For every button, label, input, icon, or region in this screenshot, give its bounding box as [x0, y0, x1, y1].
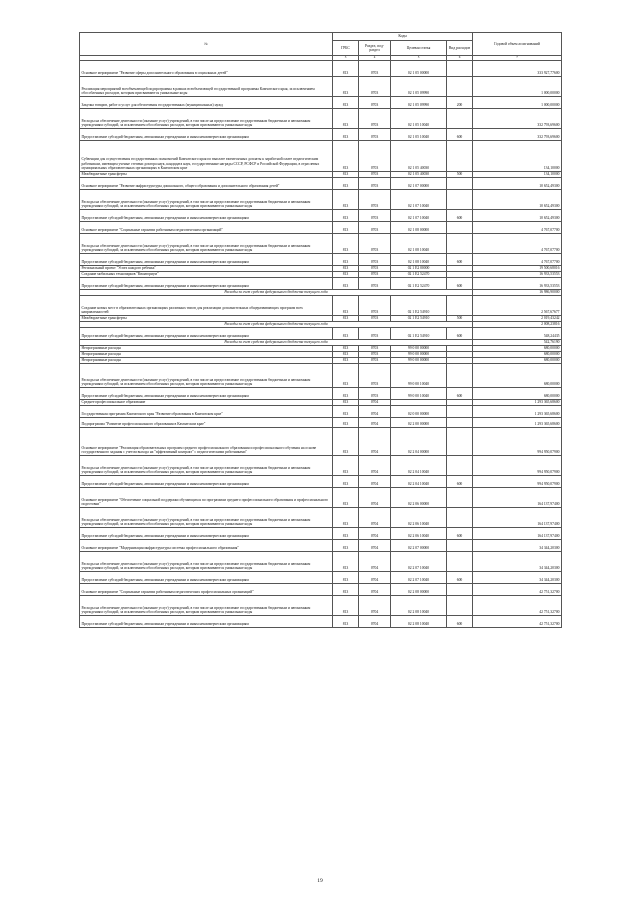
- target-article-cell: 99 0 00 00000: [391, 351, 447, 357]
- header-expense-type: Вид расходов: [447, 41, 473, 56]
- amount-cell: 680,00000: [473, 345, 562, 351]
- expense-type-cell: [447, 455, 473, 475]
- name-cell: Непрограммные расходы: [80, 345, 333, 351]
- name-cell: Основное мероприятие "Обеспечение социальной поддержки обучающихся по программам среднего профессионального образования и профессионального подготовки": [80, 487, 333, 507]
- grbs-cell: 813: [333, 357, 359, 363]
- name-cell: Расходы на обеспечение деятельности (оказание услуг) учреждений, в том числе на предоставление государственным бюджетным и автономным учреждениям субсидий, за исключением обособленных расходов, которым присваиваются уникальные коды: [80, 595, 333, 615]
- grbs-cell: 813: [333, 363, 359, 387]
- section-cell: 0704: [359, 507, 391, 527]
- grbs-cell: 813: [333, 571, 359, 583]
- index-cell: 4: [359, 56, 391, 61]
- target-article-cell: 02 2 06 00000: [391, 487, 447, 507]
- target-article-cell: 02 2 08 10040: [391, 615, 447, 627]
- amount-cell: 994 950,07900: [473, 475, 562, 487]
- target-article-cell: 02 1 05 40030: [391, 171, 447, 177]
- amount-cell: 1 293 365,68600: [473, 399, 562, 405]
- amount-cell: 42 751,32700: [473, 615, 562, 627]
- amount-cell: 4 767,07700: [473, 253, 562, 265]
- expense-type-cell: [447, 189, 473, 209]
- target-article-cell: 02 2 00 00000: [391, 417, 447, 427]
- amount-cell: 4 767,07700: [473, 221, 562, 233]
- name-cell: Предоставление субсидий бюджетным, автономным учреждениям и иным некоммерческим организациям: [80, 253, 333, 265]
- expense-type-cell: [447, 405, 473, 417]
- target-article-cell: 02 2 04 10040: [391, 475, 447, 487]
- section-cell: 0704: [359, 487, 391, 507]
- table-row: [80, 583, 562, 595]
- section-cell: 0703: [359, 327, 391, 339]
- name-cell: Межбюджетные трансферты: [80, 315, 333, 321]
- table-row: [80, 140, 562, 171]
- section-cell: 0703: [359, 315, 391, 321]
- section-cell: 0703: [359, 345, 391, 351]
- grbs-cell: 813: [333, 277, 359, 289]
- target-article-cell: 02 1 05 10040: [391, 108, 447, 128]
- expense-type-cell: 600: [447, 253, 473, 265]
- name-cell: Подпрограмма "Развитие профессионального образования в Камчатском крае": [80, 417, 333, 427]
- name-cell: Предоставление субсидий бюджетным, автономным учреждениям и иным некоммерческим организациям: [80, 527, 333, 539]
- amount-cell: 2 567,67677: [473, 295, 562, 315]
- amount-cell: 164 137,97400: [473, 487, 562, 507]
- grbs-cell: 813: [333, 351, 359, 357]
- grbs-cell: 813: [333, 583, 359, 595]
- expense-type-cell: 600: [447, 209, 473, 221]
- name-cell: Предоставление субсидий бюджетным, автономным учреждениям и иным некоммерческим организациям: [80, 571, 333, 583]
- grbs-cell: 813: [333, 265, 359, 271]
- expense-type-cell: [447, 76, 473, 96]
- section-cell: 0704: [359, 571, 391, 583]
- amount-cell: 680,00000: [473, 351, 562, 357]
- expense-type-cell: [447, 60, 473, 76]
- amount-cell: 134,10000: [473, 140, 562, 171]
- amount-cell: 34 344,20300: [473, 539, 562, 551]
- amount-cell: 164 137,97400: [473, 507, 562, 527]
- amount-cell: 42 751,32700: [473, 595, 562, 615]
- name-cell: Предоставление субсидий бюджетным, автономным учреждениям и иным некоммерческим организациям: [80, 128, 333, 140]
- table-row: [80, 177, 562, 189]
- name-cell: Создание мобильных технопарков "Кванториум": [80, 271, 333, 277]
- target-article-cell: 02 2 04 10040: [391, 455, 447, 475]
- grbs-cell: 813: [333, 527, 359, 539]
- target-article-cell: 99 0 00 00000: [391, 345, 447, 351]
- amount-cell: 19 500,68016: [473, 265, 562, 271]
- section-cell: 0703: [359, 140, 391, 171]
- name-cell: Непрограммные расходы: [80, 351, 333, 357]
- amount-cell: 680,00000: [473, 363, 562, 387]
- amount-cell: 1 000,00000: [473, 76, 562, 96]
- section-cell: 0704: [359, 475, 391, 487]
- amount-cell: 164 137,97400: [473, 527, 562, 539]
- target-article-cell: 02 2 06 10040: [391, 527, 447, 539]
- target-article-cell: 02 1 05 00000: [391, 60, 447, 76]
- table-row: [80, 233, 562, 253]
- table-row: [80, 487, 562, 507]
- index-cell: 6: [447, 56, 473, 61]
- grbs-cell: 813: [333, 108, 359, 128]
- expense-type-cell: [447, 108, 473, 128]
- target-article-cell: 02 1 08 00000: [391, 221, 447, 233]
- table-row: [80, 427, 562, 455]
- expense-type-cell: 600: [447, 615, 473, 627]
- amount-cell: 332 793,69600: [473, 128, 562, 140]
- expense-type-cell: [447, 140, 473, 171]
- grbs-cell: 813: [333, 140, 359, 171]
- expense-type-cell: [447, 221, 473, 233]
- amount-cell: 680,00000: [473, 387, 562, 399]
- name-cell: Расходы на обеспечение деятельности (оказание услуг) учреждений, в том числе на предоставление государственным бюджетным и автономным учреждениям субсидий, за исключением обособленных расходов, которым присваиваются уникальные коды: [80, 507, 333, 527]
- note-text: Расходы за счет средств федерального бюджета текущего года: [80, 289, 473, 295]
- name-cell: Региональный проект "Успех каждого ребенка": [80, 265, 333, 271]
- table-row: [80, 277, 562, 289]
- section-cell: 0703: [359, 171, 391, 177]
- table-row: [80, 571, 562, 583]
- table-row: [80, 615, 562, 627]
- amount-cell: 34 344,20300: [473, 551, 562, 571]
- target-article-cell: 02 2 07 10040: [391, 571, 447, 583]
- target-article-cell: 02 1 07 00000: [391, 177, 447, 189]
- amount-cell: 542,76190: [473, 339, 562, 345]
- note-text: Расходы за счет средств федерального бюджета текущего года: [80, 321, 473, 327]
- amount-cell: 42 751,32700: [473, 583, 562, 595]
- grbs-cell: 813: [333, 233, 359, 253]
- amount-cell: 994 950,07900: [473, 455, 562, 475]
- header-codes: Коды: [333, 33, 473, 41]
- section-cell: 0704: [359, 539, 391, 551]
- name-cell: Основное мероприятие "Социальные гарантии работникам педагогическим организаций": [80, 221, 333, 233]
- target-article-cell: 02 1 05 09990: [391, 96, 447, 108]
- section-cell: 0703: [359, 209, 391, 221]
- grbs-cell: 813: [333, 327, 359, 339]
- table-row: [80, 295, 562, 315]
- name-cell: Предоставление субсидий бюджетным, автономным учреждениям и иным некоммерческим организациям: [80, 615, 333, 627]
- grbs-cell: 813: [333, 417, 359, 427]
- grbs-cell: 813: [333, 271, 359, 277]
- target-article-cell: 02 1 05 10040: [391, 128, 447, 140]
- amount-cell: 16 933,53553: [473, 277, 562, 289]
- section-cell: 0703: [359, 295, 391, 315]
- amount-cell: 680,00000: [473, 357, 562, 363]
- name-cell: Предоставление субсидий бюджетным, автономным учреждениям и иным некоммерческим организациям: [80, 475, 333, 487]
- grbs-cell: 813: [333, 128, 359, 140]
- amount-cell: 1 000,00000: [473, 96, 562, 108]
- table-row: [80, 108, 562, 128]
- header-annual-sum: Годовой объем ассигнований: [473, 33, 562, 56]
- grbs-cell: 813: [333, 615, 359, 627]
- name-cell: Расходы на обеспечение деятельности (оказание услуг) учреждений, в том числе на предоставление государственным бюджетным и автономным учреждениям субсидий, за исключением обособленных расходов, которым присваиваются уникальные коды: [80, 189, 333, 209]
- section-cell: 0704: [359, 399, 391, 405]
- section-cell: 0703: [359, 363, 391, 387]
- grbs-cell: 813: [333, 315, 359, 321]
- section-cell: 0703: [359, 277, 391, 289]
- expense-type-cell: 600: [447, 527, 473, 539]
- expense-type-cell: 600: [447, 387, 473, 399]
- target-article-cell: 02 2 07 10040: [391, 551, 447, 571]
- grbs-cell: 813: [333, 551, 359, 571]
- name-cell: Предоставление субсидий бюджетным, автономным учреждениям и иным некоммерческим организациям: [80, 277, 333, 289]
- amount-cell: 333 927,77600: [473, 60, 562, 76]
- table-row: [80, 363, 562, 387]
- amount-cell: 548,24435: [473, 327, 562, 339]
- expense-type-cell: [447, 551, 473, 571]
- section-cell: 0703: [359, 387, 391, 399]
- table-row: [80, 253, 562, 265]
- section-cell: 0704: [359, 417, 391, 427]
- section-cell: 0703: [359, 128, 391, 140]
- table-row: [80, 209, 562, 221]
- amount-cell: 34 344,20300: [473, 571, 562, 583]
- name-cell: Субвенции для осуществления государственных полномочий Камчатского края по выплате ежемесячных доплаты к заработной плате педагогическим работникам, имеющим ученые степени доктора наук, кандидата наук, государственные награды СССР, РСФСР и Российской Федерации, в отраслевых муниципальных образовательных организациях в Камчатском крае: [80, 140, 333, 171]
- table-row: [80, 417, 562, 427]
- expense-type-cell: 500: [447, 171, 473, 177]
- name-cell: Межбюджетные трансферты: [80, 171, 333, 177]
- amount-cell: 16 933,53553: [473, 271, 562, 277]
- name-cell: Основное мероприятие "Развитие сферы дополнительного образования в социальных детей": [80, 60, 333, 76]
- index-cell: 5: [391, 56, 447, 61]
- grbs-cell: 813: [333, 76, 359, 96]
- expense-type-cell: 600: [447, 571, 473, 583]
- amount-cell: 2 008,23816: [473, 321, 562, 327]
- amount-cell: 2 019,43242: [473, 315, 562, 321]
- grbs-cell: 813: [333, 387, 359, 399]
- target-article-cell: 99 0 00 10040: [391, 387, 447, 399]
- index-cell: 3: [333, 56, 359, 61]
- name-cell: Расходы на обеспечение деятельности (оказание услуг) учреждений, в том числе на предоставление государственным бюджетным и автономным учреждениям субсидий, за исключением обособленных расходов, которым присваиваются уникальные коды: [80, 233, 333, 253]
- grbs-cell: 813: [333, 475, 359, 487]
- target-article-cell: 02 1 E2 54910: [391, 295, 447, 315]
- expense-type-cell: [447, 583, 473, 595]
- amount-cell: 4 767,07700: [473, 233, 562, 253]
- grbs-cell: 813: [333, 60, 359, 76]
- amount-cell: 10 652,49300: [473, 189, 562, 209]
- section-cell: 0704: [359, 405, 391, 417]
- expense-type-cell: 600: [447, 475, 473, 487]
- expense-type-cell: [447, 487, 473, 507]
- section-cell: 0703: [359, 265, 391, 271]
- expense-type-cell: [447, 427, 473, 455]
- table-row: [80, 387, 562, 399]
- note-text: Расходы за счет средств федерального бюджета текущего года: [80, 339, 473, 345]
- grbs-cell: 813: [333, 345, 359, 351]
- page-number: 19: [317, 878, 323, 884]
- section-cell: 0704: [359, 455, 391, 475]
- amount-cell: 10 652,49300: [473, 177, 562, 189]
- grbs-cell: 813: [333, 507, 359, 527]
- table-row: [80, 455, 562, 475]
- target-article-cell: 02 1 05 09990: [391, 76, 447, 96]
- section-cell: 0703: [359, 221, 391, 233]
- expense-type-cell: 600: [447, 277, 473, 289]
- target-article-cell: 02 2 08 10040: [391, 595, 447, 615]
- expense-type-cell: [447, 507, 473, 527]
- section-cell: 0704: [359, 595, 391, 615]
- grbs-cell: 813: [333, 253, 359, 265]
- grbs-cell: 813: [333, 405, 359, 417]
- name-cell: Основное мероприятие "Развитие инфраструктуры дошкольного, общего образования и дополнительного образования детей": [80, 177, 333, 189]
- name-cell: Расходы на обеспечение деятельности (оказание услуг) учреждений, в том числе на предоставление государственным бюджетным и автономным учреждениям субсидий, за исключением обособленных расходов, которым присваиваются уникальные коды: [80, 108, 333, 128]
- expense-type-cell: [447, 539, 473, 551]
- table-row: [80, 189, 562, 209]
- amount-cell: 10 652,49300: [473, 209, 562, 221]
- table-row: [80, 507, 562, 527]
- target-article-cell: 02 1 07 10040: [391, 189, 447, 209]
- grbs-cell: 813: [333, 595, 359, 615]
- expense-type-cell: [447, 233, 473, 253]
- target-article-cell: 02 1 E2 54910: [391, 315, 447, 321]
- target-article-cell: 99 0 00 00000: [391, 357, 447, 363]
- section-cell: 0703: [359, 96, 391, 108]
- name-cell: Основное мероприятие "Реализация образовательных программ среднего профессионального образования и профессионального обучения на основе государственного задания с учетом выхода на "эффективный контракт" с педагогическими работниками": [80, 427, 333, 455]
- amount-cell: 16 986,90000: [473, 289, 562, 295]
- grbs-cell: 813: [333, 427, 359, 455]
- grbs-cell: 813: [333, 96, 359, 108]
- name-cell: Создание новых мест в образовательных организациях различных типов для реализации дополнительных общеразвивающих программ всех направленностей: [80, 295, 333, 315]
- target-article-cell: 02 1 E2 54910: [391, 327, 447, 339]
- table-row: [80, 527, 562, 539]
- target-article-cell: 02 0 00 00000: [391, 405, 447, 417]
- header-grbs: ГРБС: [333, 41, 359, 56]
- name-cell: Закупка товаров, работ и услуг для обеспечения государственных (муниципальных) нужд: [80, 96, 333, 108]
- table-row: [80, 221, 562, 233]
- name-cell: Реализация мероприятий всеобъемлющей подпрограммы в рамках всеобъемлющей государственной программы Камчатского края, за исключением обособленных расходов, которым присваиваются уникальные коды: [80, 76, 333, 96]
- target-article-cell: 02 1 08 10040: [391, 233, 447, 253]
- section-cell: 0703: [359, 108, 391, 128]
- expense-type-cell: [447, 295, 473, 315]
- name-cell: Государственная программа Камчатского края "Развитие образования в Камчатском крае": [80, 405, 333, 417]
- header-target-article: Целевая статья: [391, 41, 447, 56]
- grbs-cell: 813: [333, 189, 359, 209]
- table-row: [80, 96, 562, 108]
- expense-type-cell: 500: [447, 315, 473, 321]
- name-cell: Предоставление субсидий бюджетным, автономным учреждениям и иным некоммерческим организациям: [80, 209, 333, 221]
- target-article-cell: 02 1 07 10040: [391, 209, 447, 221]
- name-cell: Предоставление субсидий бюджетным, автономным учреждениям и иным некоммерческим организациям: [80, 327, 333, 339]
- target-article-cell: 02 2 08 00000: [391, 583, 447, 595]
- grbs-cell: 813: [333, 221, 359, 233]
- grbs-cell: 813: [333, 295, 359, 315]
- budget-table: [79, 32, 562, 628]
- name-cell: Непрограммные расходы: [80, 357, 333, 363]
- expense-type-cell: 600: [447, 327, 473, 339]
- table-body: [80, 60, 562, 627]
- index-cell: 7: [473, 56, 562, 61]
- target-article-cell: 02 2 04 00000: [391, 427, 447, 455]
- expense-type-cell: 200: [447, 96, 473, 108]
- target-article-cell: 02 1 05 40030: [391, 140, 447, 171]
- target-article-cell: 02 2 06 10040: [391, 507, 447, 527]
- section-cell: 0703: [359, 233, 391, 253]
- section-cell: 0704: [359, 527, 391, 539]
- expense-type-cell: [447, 595, 473, 615]
- section-cell: 0703: [359, 60, 391, 76]
- target-article-cell: 99 0 00 10040: [391, 363, 447, 387]
- amount-cell: 134,10000: [473, 171, 562, 177]
- grbs-cell: 813: [333, 171, 359, 177]
- section-cell: 0704: [359, 551, 391, 571]
- table-row: [80, 327, 562, 339]
- table-row: [80, 405, 562, 417]
- table-row: [80, 60, 562, 76]
- name-cell: Основное мероприятие "Модернизация инфраструктуры системы профессионального образования": [80, 539, 333, 551]
- table-row: [80, 551, 562, 571]
- grbs-cell: 813: [333, 455, 359, 475]
- target-article-cell: 02 1 E2 00000: [391, 265, 447, 271]
- section-cell: 0703: [359, 357, 391, 363]
- expense-type-cell: [447, 417, 473, 427]
- section-cell: 0704: [359, 427, 391, 455]
- target-article-cell: 02 2 07 00000: [391, 539, 447, 551]
- section-cell: 0703: [359, 177, 391, 189]
- section-cell: 0704: [359, 583, 391, 595]
- section-cell: 0703: [359, 76, 391, 96]
- expense-type-cell: [447, 177, 473, 189]
- table-header: [80, 33, 562, 61]
- name-cell: Расходы на обеспечение деятельности (оказание услуг) учреждений, в том числе на предоставление государственным бюджетным и автономным учреждениям субсидий, за исключением обособленных расходов, которым присваиваются уникальные коды: [80, 551, 333, 571]
- name-cell: Предоставление субсидий бюджетным, автономным учреждениям и иным некоммерческим организациям: [80, 387, 333, 399]
- amount-cell: 994 950,07900: [473, 427, 562, 455]
- amount-cell: 1 293 365,68600: [473, 405, 562, 417]
- target-article-cell: 02 1 08 10040: [391, 253, 447, 265]
- grbs-cell: 813: [333, 539, 359, 551]
- amount-cell: 332 793,69600: [473, 108, 562, 128]
- table-row: [80, 128, 562, 140]
- section-cell: 0704: [359, 615, 391, 627]
- name-cell: Расходы на обеспечение деятельности (оказание услуг) учреждений, в том числе на предоставление государственным бюджетным и автономным учреждениям субсидий, за исключением обособленных расходов, которым присваиваются уникальные коды: [80, 363, 333, 387]
- header-section: Раздел, под-раздел: [359, 41, 391, 56]
- grbs-cell: 813: [333, 209, 359, 221]
- name-cell: Расходы на обеспечение деятельности (оказание услуг) учреждений, в том числе на предоставление государственным бюджетным и автономным учреждениям субсидий, за исключением обособленных расходов, которым присваиваются уникальные коды: [80, 455, 333, 475]
- section-cell: 0703: [359, 271, 391, 277]
- table-row: [80, 76, 562, 96]
- grbs-cell: 813: [333, 399, 359, 405]
- name-cell: Среднее профессиональное образование: [80, 399, 333, 405]
- section-cell: 0703: [359, 189, 391, 209]
- amount-cell: 1 293 365,68600: [473, 417, 562, 427]
- grbs-cell: 813: [333, 487, 359, 507]
- table-row: [80, 539, 562, 551]
- header-num: №: [80, 33, 333, 56]
- grbs-cell: 813: [333, 177, 359, 189]
- expense-type-cell: [447, 363, 473, 387]
- table-row: [80, 475, 562, 487]
- section-cell: 0703: [359, 253, 391, 265]
- table-row: [80, 595, 562, 615]
- expense-type-cell: 600: [447, 128, 473, 140]
- target-article-cell: 02 1 E2 52470: [391, 277, 447, 289]
- target-article-cell: 02 1 E2 52470: [391, 271, 447, 277]
- section-cell: 0703: [359, 351, 391, 357]
- name-cell: Основное мероприятие "Социальные гарантии работникам педагогических профессиональных организаций": [80, 583, 333, 595]
